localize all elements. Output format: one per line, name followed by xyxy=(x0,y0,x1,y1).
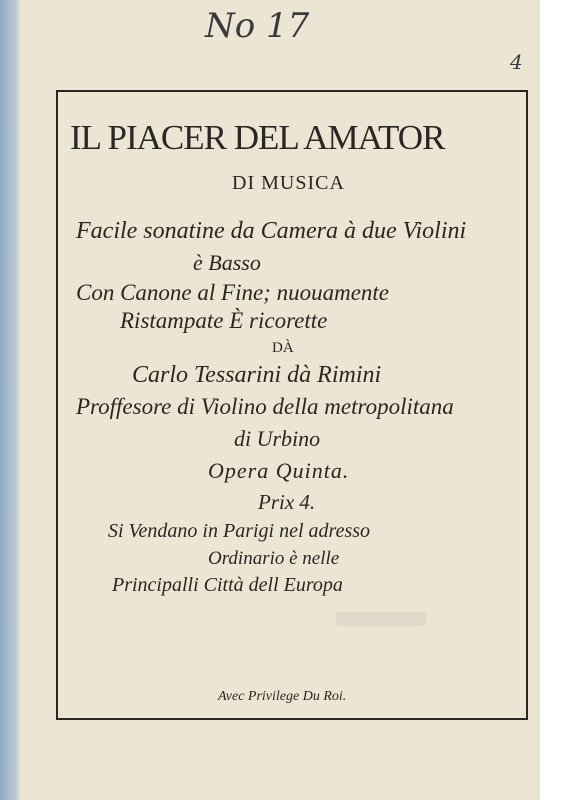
description-line-4: Ristampate È ricorette xyxy=(120,308,328,333)
sales-line-1: Si Vendano in Parigi nel adresso xyxy=(108,520,371,542)
description-line-3: Con Canone al Fine; nuouamente xyxy=(76,280,390,305)
composer-title: Proffesore di Violino della metropolitana xyxy=(76,394,454,419)
sales-line-3: Principalli Città dell Europa xyxy=(112,574,343,596)
faded-library-stamp xyxy=(336,612,426,626)
subtitle: DI MUSICA xyxy=(232,172,345,194)
page-margin xyxy=(540,0,566,800)
blue-binding-strip xyxy=(0,0,20,800)
handwritten-page-number: 4 xyxy=(510,50,523,74)
main-title: IL PIACER DEL AMATOR xyxy=(70,118,445,157)
description-line-1: Facile sonatine da Camera à due Violini xyxy=(76,218,467,244)
price: Prix 4. xyxy=(258,490,316,514)
composer-name: Carlo Tessarini dà Rimini xyxy=(132,362,382,388)
opus-number: Opera Quinta. xyxy=(208,458,350,483)
royal-privilege: Avec Privilege Du Roi. xyxy=(218,689,347,704)
composer-city: di Urbino xyxy=(234,426,321,451)
handwritten-catalog-number: No 17 xyxy=(205,6,310,46)
description-line-2: è Basso xyxy=(193,250,261,275)
by-label: DÀ xyxy=(272,340,294,356)
sales-line-2: Ordinario è nelle xyxy=(208,548,340,569)
